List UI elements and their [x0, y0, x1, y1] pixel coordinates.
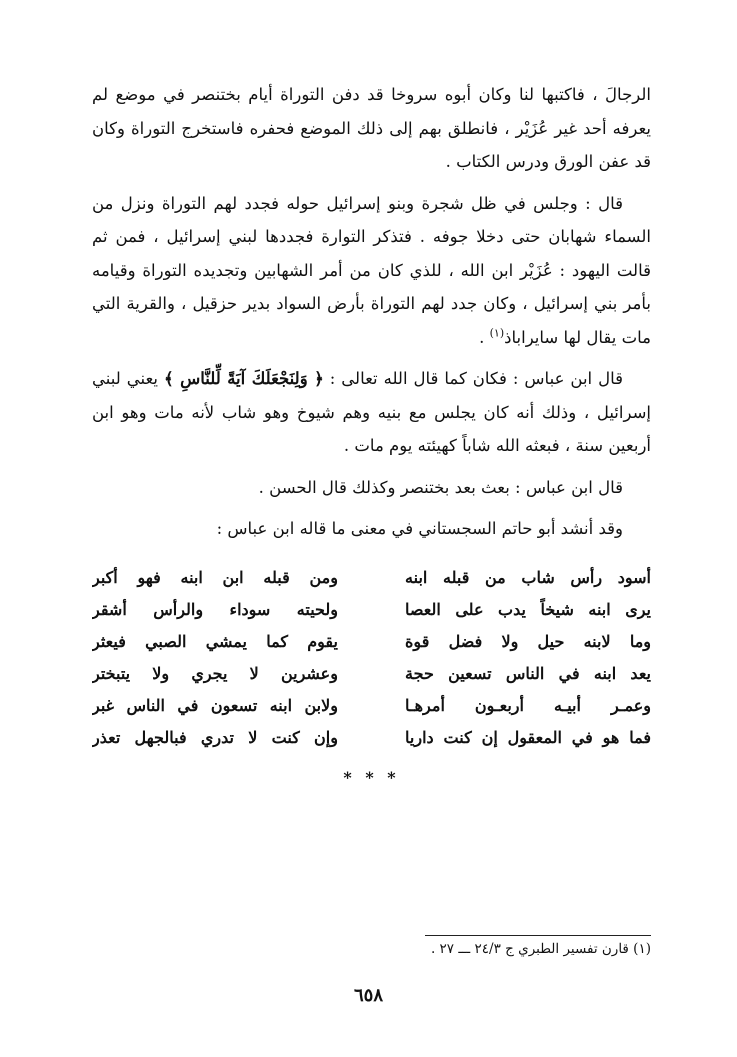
- paragraph-2-end: .: [479, 327, 490, 347]
- poem-verse: [92, 594, 651, 626]
- verse-first-hemistich: أسود رأس شاب من قبله ابنه: [405, 567, 651, 587]
- verse-first-hemistich: وعمـر أبيـه أربعـون أمرهـا: [405, 695, 651, 715]
- paragraph-5: [92, 512, 651, 546]
- section-divider: * * *: [343, 767, 400, 787]
- paragraph-4-text: قال ابن عباس : بعث بعد بختنصر وكذلك قال الحسن .: [258, 477, 623, 497]
- paragraph-3-rest: يعني لبني إسرائيل ، وذلك أنه كان يجلس مع بنيه وهم شيوخ وهو شاب لأنه مات وهو ابن أربعين سنة ، فبعثه الله شاباً كهيئته يوم مات .: [92, 369, 651, 455]
- paragraph-1-text: الرجالَ ، فاكتبها لنا وكان أبوه سروخا قد دفن التوراة أيام بختنصر في موضع لم يعرفه أحد غير عُزَيْر ، فانطلق بهم إلى ذلك الموضع فحفره فاستخرج التوراة وكان قد عفن الورق ودرس الكتاب .: [92, 85, 651, 171]
- paragraph-3-lead: قال ابن عباس : فكان كما قال الله تعالى :: [323, 369, 623, 388]
- verse-second-hemistich: وإن كنت لا تدري فبالجهل تعذر: [92, 727, 338, 747]
- paragraph-3: [92, 362, 651, 463]
- footnote-separator: [425, 935, 651, 936]
- verse-first-hemistich: فما هو في المعقول إن كنت داريا: [405, 727, 651, 747]
- poem-verse: [92, 658, 651, 690]
- poem-verse: [92, 626, 651, 658]
- verse-second-hemistich: ومن قبله ابن ابنه فهو أكبر: [92, 567, 338, 587]
- verse-second-hemistich: وعشرين لا يجري ولا يتبختر: [92, 663, 338, 683]
- poem-verse: [92, 690, 651, 722]
- poem-verse: [92, 722, 651, 754]
- verse-first-hemistich: يعد ابنه في الناس تسعين حجة: [405, 663, 651, 683]
- paragraph-5-text: وقد أنشد أبو حاتم السجستاني في معنى ما قاله ابن عباس :: [216, 519, 623, 538]
- paragraph-1: [92, 78, 651, 179]
- verse-first-hemistich: وما لابنه حيل ولا فضل قوة: [405, 631, 651, 651]
- paragraph-4: [92, 471, 651, 505]
- footnote: (١) قارن تفسير الطبري ج ٢٤/٣ ـــ ٢٧ .: [430, 941, 651, 957]
- verse-second-hemistich: يقوم كما يمشي الصبي فيعثر: [92, 631, 338, 651]
- paragraph-2-text: قال : وجلس في ظل شجرة وبنو إسرائيل حوله فجدد لهم التوراة ونزل من السماء شهابان حتى دخلا جوفه . فتذكر التوارة فجددها لبني إسرائيل ، فمن ثم قالت اليهود : عُزَيْر ابن الله ، للذي كان من أمر الشهابين وتجديده التوراة وقيامه بأمر بني إسرائيل ، وكان جدد لهم التوراة بأرض السواد بدير حزقيل ، والقرية التي مات يقال لها سايراباذ: [92, 193, 651, 347]
- verse-first-hemistich: يرى ابنه شيخاً يدب على العصا: [405, 599, 651, 619]
- quran-quote: ﴿ وَلِنَجْعَلَكَ آيَةً لِّلنَّاسِ ﴾: [163, 369, 324, 388]
- page-number: ٦٥٨: [353, 985, 383, 1006]
- footnote-reference: (١): [489, 326, 505, 339]
- verse-second-hemistich: ولابن ابنه تسعون في الناس غبر: [92, 695, 338, 715]
- paragraph-2: [92, 187, 651, 355]
- verse-second-hemistich: ولحيته سوداء والرأس أشقر: [92, 599, 338, 619]
- poem: [92, 562, 651, 754]
- poem-verse: [92, 562, 651, 594]
